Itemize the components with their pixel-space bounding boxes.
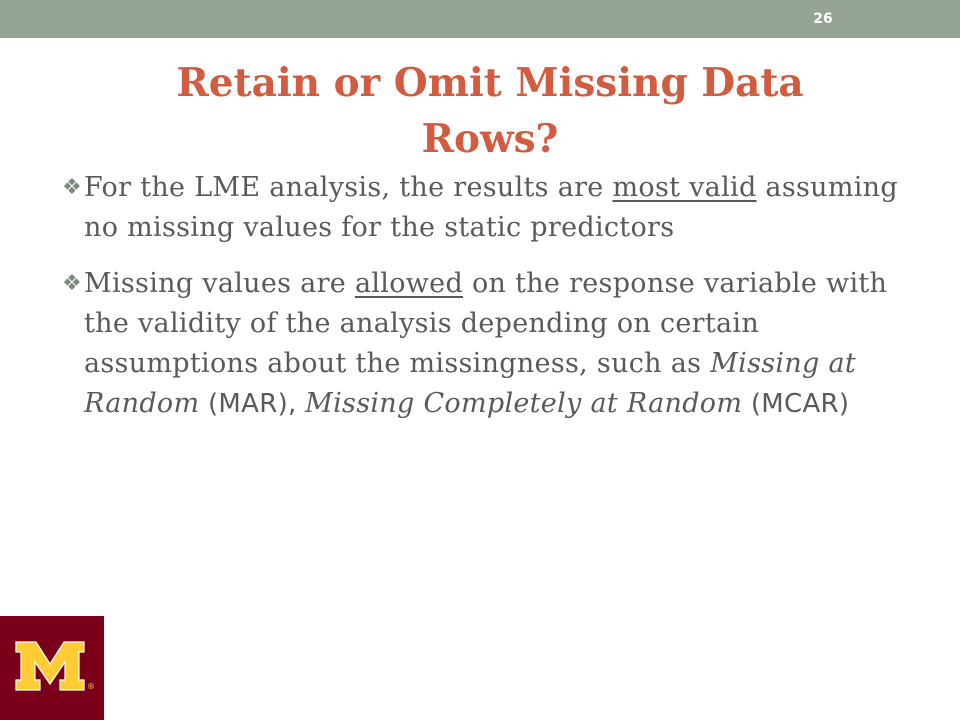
underlined-text: most valid xyxy=(612,172,757,203)
top-bar xyxy=(0,0,960,38)
bullet-item-2 xyxy=(64,264,914,424)
italic-term: Missing at Random xyxy=(84,348,857,419)
university-m-logo-icon xyxy=(14,640,86,692)
abbreviation-text: (MAR), xyxy=(199,389,306,419)
diamond-bullet-icon: ❖ xyxy=(62,175,83,200)
university-logo xyxy=(0,616,104,720)
underlined-text: allowed xyxy=(354,268,464,299)
slide-number: 26 xyxy=(813,11,833,27)
italic-term: Missing Completely at Random xyxy=(305,388,743,419)
slide-title: Retain or Omit Missing Data Rows? xyxy=(176,60,804,162)
bullet-text: Missing values are xyxy=(84,268,355,299)
abbreviation-text: (MCAR) xyxy=(742,389,850,419)
bullet-list xyxy=(64,168,914,424)
bullet-text: assuming no missing values for the static predictors xyxy=(84,172,898,243)
diamond-bullet-icon: ❖ xyxy=(62,271,83,296)
bullet-text: on the response variable with the validity of the analysis depending on certain assumptions about the missingness, such as xyxy=(84,268,888,379)
registered-mark: ® xyxy=(87,682,95,691)
bullet-text: For the LME analysis, the results are xyxy=(84,172,613,203)
bullet-item-1 xyxy=(64,168,914,248)
